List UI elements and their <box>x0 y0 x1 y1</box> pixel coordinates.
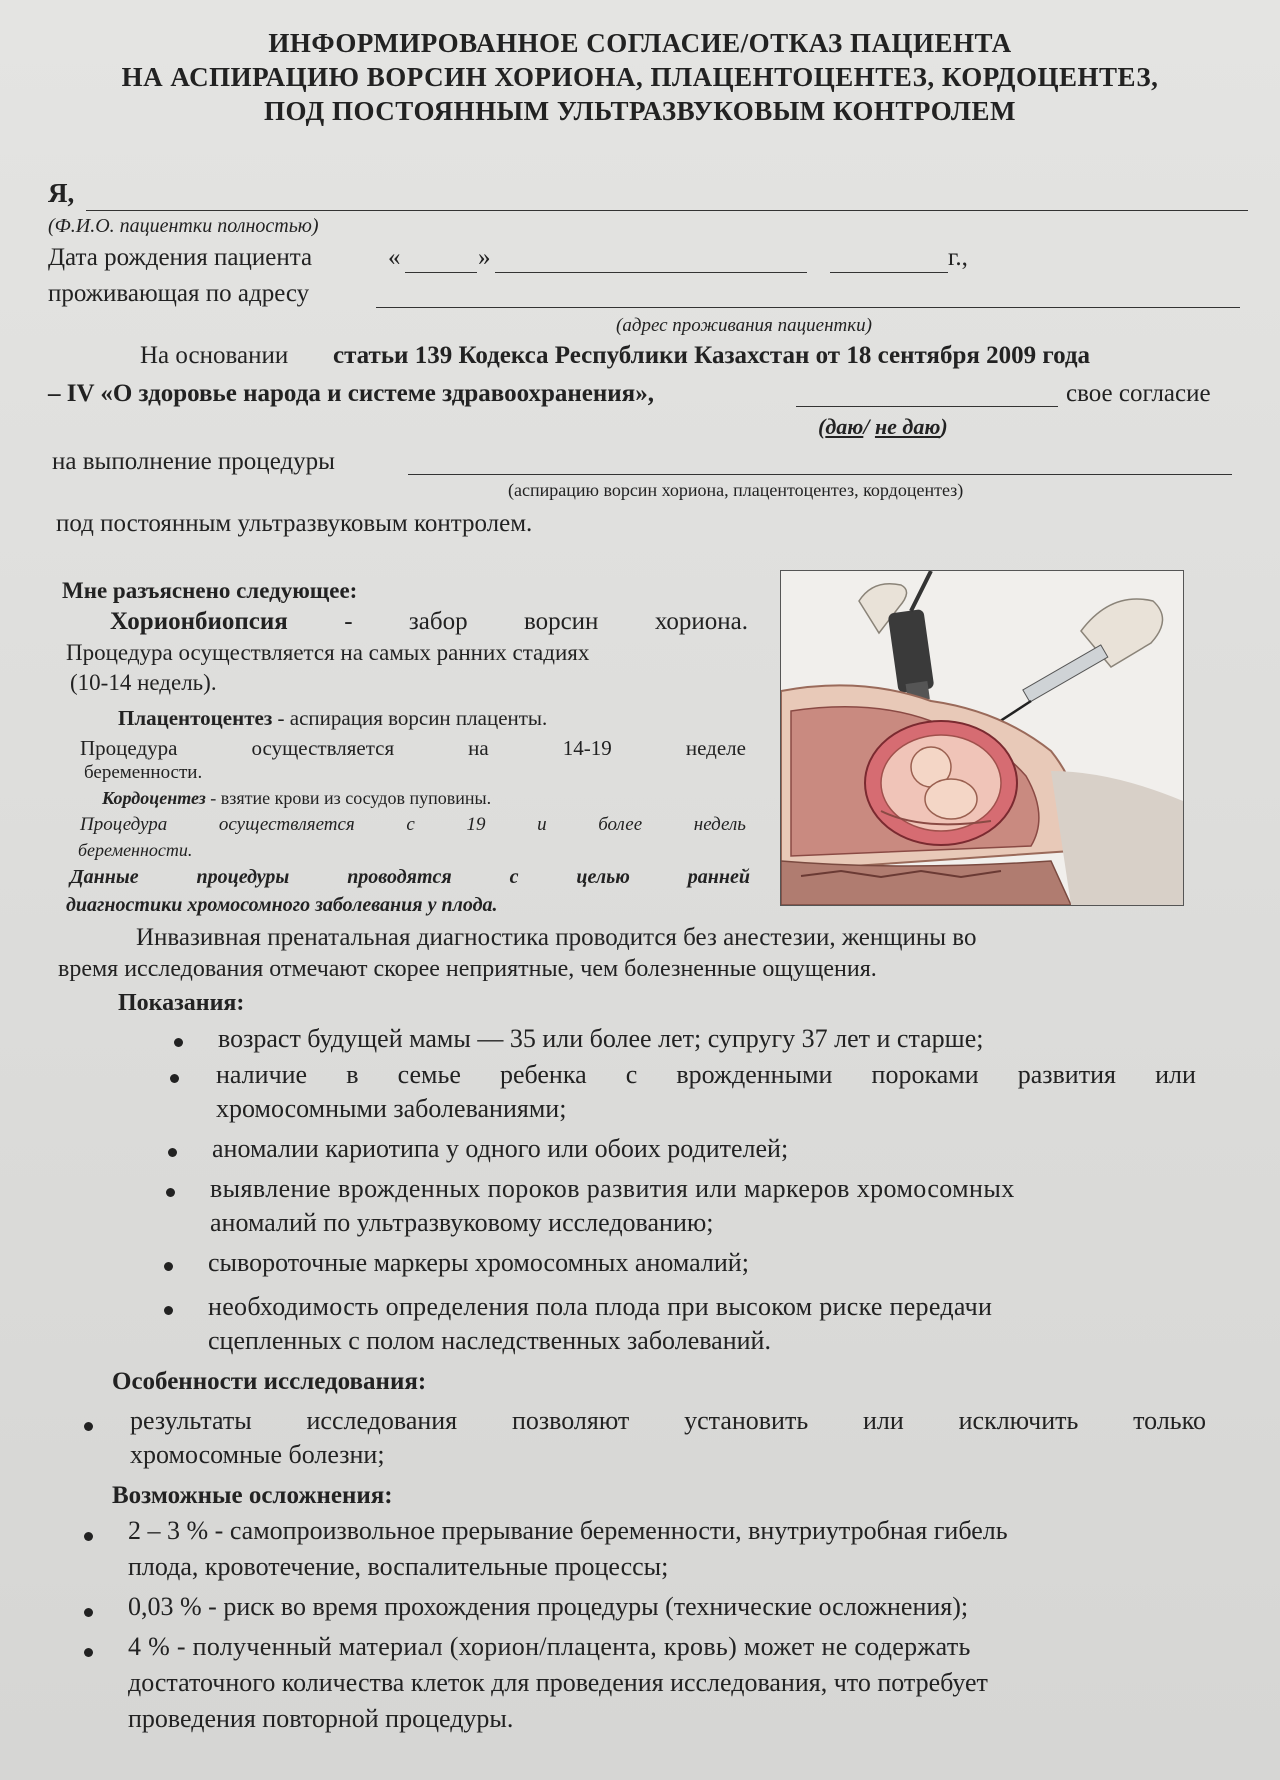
placenta-term: Плацентоцентез <box>118 706 273 730</box>
indication-1: возраст будущей мамы — 35 или более лет; супругу 37 лет и старше; <box>218 1024 984 1053</box>
procedure-label: на выполнение процедуры <box>52 448 335 475</box>
placenta-line-2: Процедура осуществляется на 14-19 неделе <box>80 736 746 760</box>
consent-slash: / <box>863 414 870 439</box>
indication-2-line-1: наличие в семье ребенка с врожденными пороками развития или <box>216 1060 1196 1089</box>
complication-3-line-1: 4 % - полученный материал (хорион/плацента, кровь) может не содержать <box>128 1632 971 1661</box>
placenta-line-3: беременности. <box>84 762 203 783</box>
bullet-icon <box>174 1038 183 1047</box>
placenta-line-1: Плацентоцентез - аспирация ворсин плаценты. <box>118 706 548 730</box>
dob-year-field[interactable] <box>830 272 948 273</box>
title-line-1: ИНФОРМИРОВАННОЕ СОГЛАСИЕ/ОТКАЗ ПАЦИЕНТА <box>268 28 1012 58</box>
complications-heading: Возможные осложнения: <box>112 1482 393 1509</box>
indication-6-line-2: сцепленных с полом наследственных заболеваний. <box>208 1326 771 1355</box>
indication-5: сывороточные маркеры хромосомных аномалий; <box>208 1248 749 1277</box>
chorion-line-3: (10-14 недель). <box>70 670 217 695</box>
purpose-line-1: Данные процедуры проводятся с целью ранней <box>70 866 750 888</box>
basis-law-title: – IV «О здоровье народа и системе здравоохранения», <box>48 380 654 407</box>
complication-3-line-2: достаточного количества клеток для проведения исследования, что потребует <box>128 1668 988 1697</box>
complication-1-line-1: 2 – 3 % - самопроизвольное прерывание беременности, внутриутробная гибель <box>128 1516 1008 1545</box>
indication-4-line-1: выявление врожденных пороков развития или маркеров хромосомных <box>210 1174 1015 1203</box>
bullet-icon <box>84 1422 93 1431</box>
year-suffix: г., <box>948 244 968 271</box>
indication-3: аномалии кариотипа у одного или обоих родителей; <box>212 1134 789 1163</box>
cordo-line-1: Кордоцентез - взятие крови из сосудов пуповины. <box>102 788 492 808</box>
features-heading: Особенности исследования: <box>112 1368 427 1395</box>
feature-1-line-2: хромосомные болезни; <box>130 1440 385 1469</box>
indications-heading: Показания: <box>118 990 245 1016</box>
feature-1-line-1: результаты исследования позволяют установить или исключить только <box>130 1406 1206 1435</box>
complication-2: 0,03 % - риск во время прохождения процедуры (технические осложнения); <box>128 1592 969 1621</box>
indication-6-line-1: необходимость определения пола плода при высоком риске передачи <box>208 1292 993 1321</box>
address-hint: (адрес проживания пациентки) <box>616 315 872 336</box>
amniocentesis-illustration <box>780 570 1184 906</box>
document-title <box>0 26 1280 128</box>
cordo-line-3: беременности. <box>78 840 193 860</box>
chorion-line-2: Процедура осуществляется на самых ранних стадиях <box>66 640 590 665</box>
bullet-icon <box>84 1532 93 1541</box>
bullet-icon <box>84 1608 93 1617</box>
consent-choice-field[interactable] <box>796 406 1058 407</box>
dob-quote-close: » <box>478 244 491 271</box>
complication-1-line-2: плода, кровотечение, воспалительные процессы; <box>128 1552 669 1581</box>
chorion-term: Хорионбиопсия <box>110 608 288 635</box>
chorion-line-1: Хорионбиопсия - забор ворсин хориона. <box>110 608 748 635</box>
dob-day-field[interactable] <box>405 272 477 273</box>
consent-option-ne-daju[interactable]: не даю <box>874 414 941 439</box>
procedure-diagram <box>781 571 1183 905</box>
invasive-line-1: Инвазивная пренатальная диагностика проводится без анестезии, женщины во <box>136 924 977 951</box>
dob-label: Дата рождения пациента <box>48 244 313 271</box>
basis-prefix: На основании <box>140 342 289 369</box>
consent-close-paren: ) <box>940 414 948 439</box>
title-line-3: ПОД ПОСТОЯННЫМ УЛЬТРАЗВУКОВЫМ КОНТРОЛЕМ <box>263 96 1016 126</box>
address-field[interactable] <box>376 307 1240 308</box>
indication-4-line-2: аномалий по ультразвуковому исследованию; <box>210 1208 714 1237</box>
bullet-icon <box>168 1148 177 1157</box>
dob-month-field[interactable] <box>495 272 807 273</box>
cordo-line-2: Процедура осуществляется с 19 и более недель <box>80 814 746 835</box>
bullet-icon <box>164 1306 173 1315</box>
bullet-icon <box>170 1074 179 1083</box>
purpose-line-2: диагностики хромосомного заболевания у плода. <box>66 894 498 916</box>
basis-consent-suffix: свое согласие <box>1066 380 1211 407</box>
address-label: проживающая по адресу <box>48 280 310 307</box>
consent-open-paren: ( <box>818 414 826 439</box>
explained-heading: Мне разъяснено следующее: <box>62 578 358 603</box>
consent-option-daju[interactable]: даю <box>825 414 864 439</box>
ya-label: Я, <box>48 178 75 208</box>
invasive-line-2: время исследования отмечают скорее неприятные, чем болезненные ощущения. <box>58 956 877 982</box>
patient-name-field[interactable] <box>86 210 1248 211</box>
bullet-icon <box>84 1648 93 1657</box>
complication-3-line-3: проведения повторной процедуры. <box>128 1704 514 1733</box>
procedure-hint: (аспирацию ворсин хориона, плацентоцентез, кордоцентез) <box>508 480 964 500</box>
indication-2-line-2: хромосомными заболеваниями; <box>216 1094 567 1123</box>
basis-law: статьи 139 Кодекса Республики Казахстан от 18 сентября 2009 года <box>333 342 1091 369</box>
bullet-icon <box>166 1188 175 1197</box>
patient-name-hint: (Ф.И.О. пациентки полностью) <box>48 215 319 237</box>
dob-quote-open: « <box>388 244 401 271</box>
title-line-2: НА АСПИРАЦИЮ ВОРСИН ХОРИОНА, ПЛАЦЕНТОЦЕНТЕЗ, КОРДОЦЕНТЕЗ, <box>121 62 1159 92</box>
consent-options <box>818 414 948 440</box>
control-text: под постоянным ультразвуковым контролем. <box>56 510 533 537</box>
procedure-field[interactable] <box>408 474 1232 475</box>
cordo-term: Кордоцентез <box>102 788 206 808</box>
bullet-icon <box>164 1262 173 1271</box>
